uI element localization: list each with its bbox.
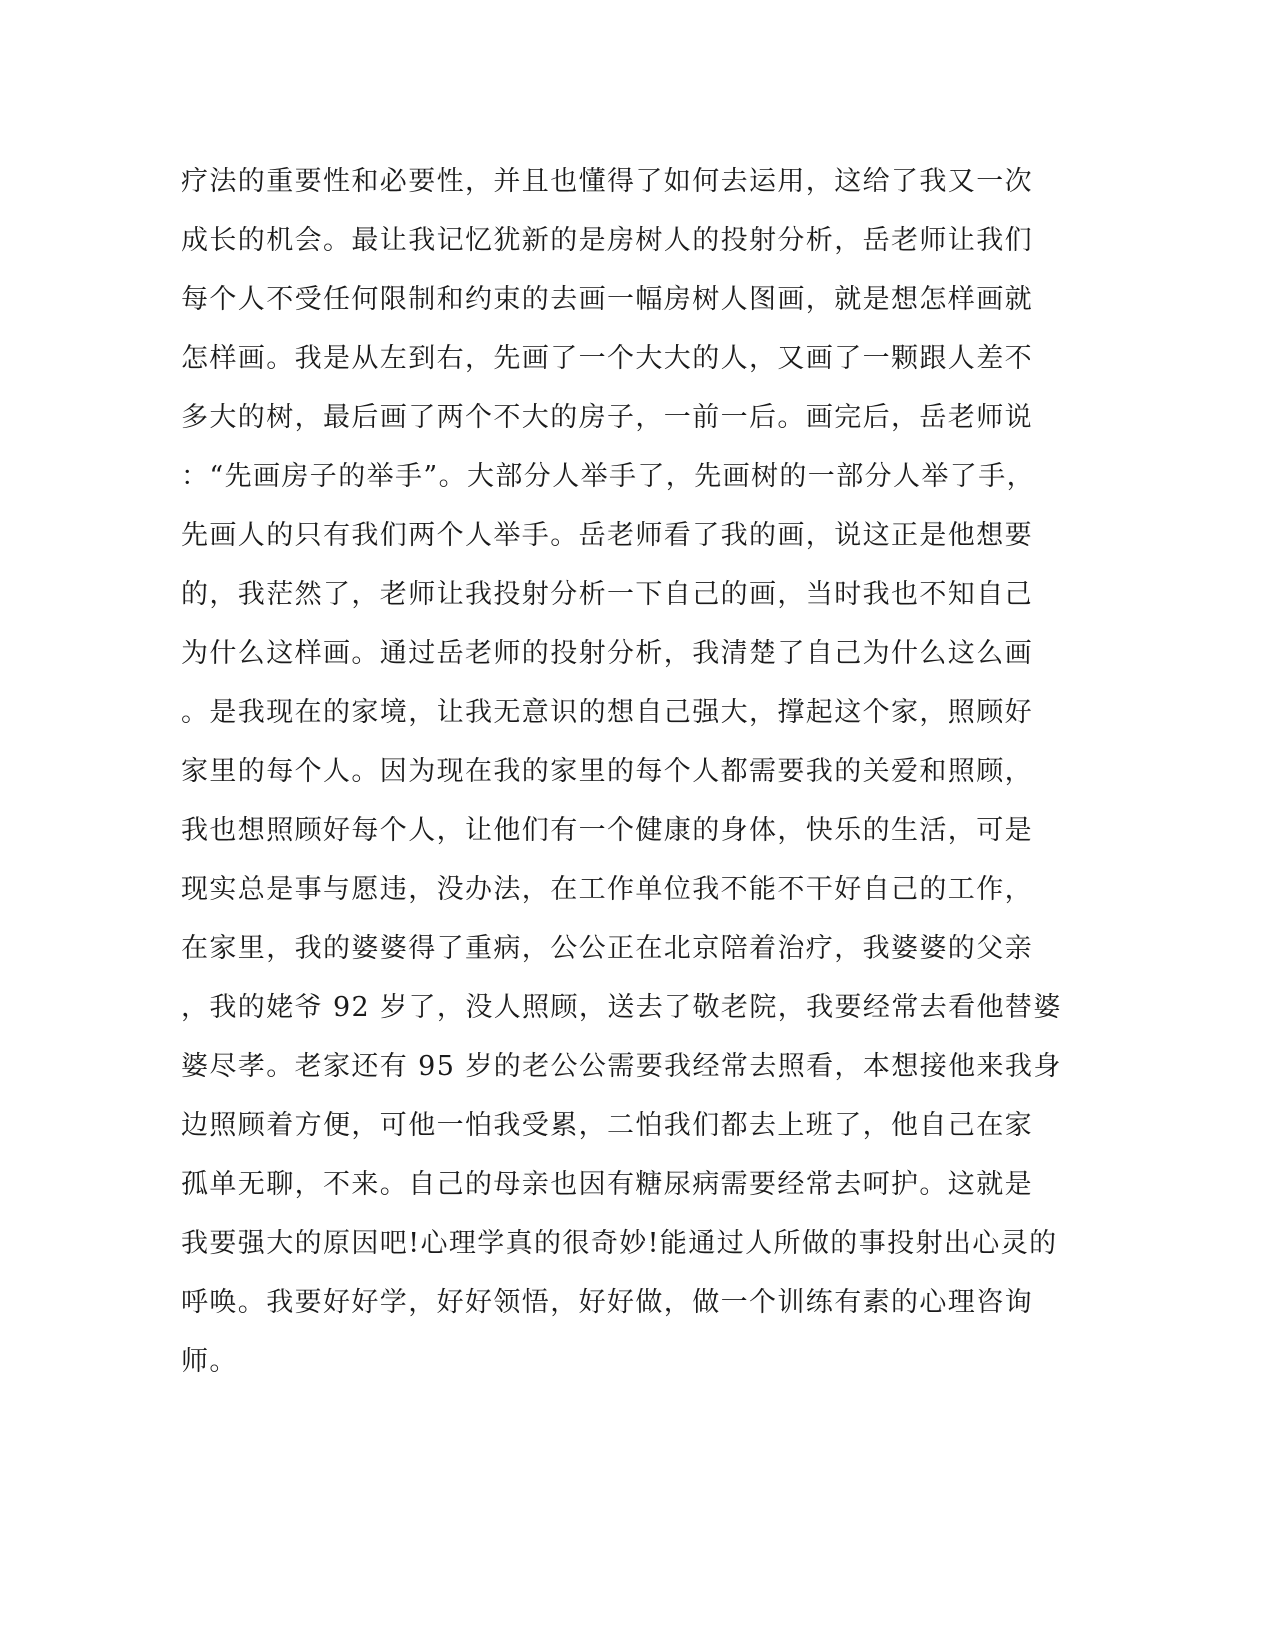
text-line: 。是我现在的家境，让我无意识的想自己强大，撑起这个家，照顾好 (181, 697, 1033, 728)
text-line: 为什么这样画。通过岳老师的投射分析，我清楚了自己为什么这么画 (181, 638, 1033, 669)
text-line: 多大的树，最后画了两个不大的房子，一前一后。画完后，岳老师说 (181, 402, 1033, 433)
text-line: 的，我茫然了，老师让我投射分析一下自己的画，当时我也不知自己 (181, 579, 1033, 610)
text-line: 现实总是事与愿违，没办法，在工作单位我不能不干好自己的工作， (181, 874, 1033, 905)
text-line: 边照顾着方便，可他一怕我受累，二怕我们都去上班了，他自己在家 (181, 1110, 1033, 1141)
text-line: 先画人的只有我们两个人举手。岳老师看了我的画，说这正是他想要 (181, 520, 1033, 551)
text-line: 我要强大的原因吧!心理学真的很奇妙!能通过人所做的事投射出心灵的 (181, 1228, 1058, 1259)
text-line: 孤单无聊，不来。自己的母亲也因有糖尿病需要经常去呵护。这就是 (181, 1169, 1033, 1200)
text-line: ，我的姥爷 92 岁了，没人照顾，送去了敬老院，我要经常去看他替婆 (181, 992, 1062, 1023)
text-line: 婆尽孝。老家还有 95 岁的老公公需要我经常去照看，本想接他来我身 (181, 1051, 1062, 1082)
text-line: 师。 (181, 1346, 238, 1377)
text-line: ：“先画房子的举手”。大部分人举手了，先画树的一部分人举了手， (181, 461, 1036, 492)
text-line: 怎样画。我是从左到右，先画了一个大大的人，又画了一颗跟人差不 (181, 343, 1033, 374)
text-line: 家里的每个人。因为现在我的家里的每个人都需要我的关爱和照顾， (181, 756, 1033, 787)
text-line: 疗法的重要性和必要性，并且也懂得了如何去运用，这给了我又一次 (181, 166, 1033, 197)
text-line: 在家里，我的婆婆得了重病，公公正在北京陪着治疗，我婆婆的父亲 (181, 933, 1033, 964)
text-line: 我也想照顾好每个人，让他们有一个健康的身体，快乐的生活，可是 (181, 815, 1033, 846)
text-line: 每个人不受任何限制和约束的去画一幅房树人图画，就是想怎样画就 (181, 284, 1033, 315)
text-line: 呼唤。我要好好学，好好领悟，好好做，做一个训练有素的心理咨询 (181, 1287, 1033, 1318)
body-text (181, 160, 1061, 1399)
text-line: 成长的机会。最让我记忆犹新的是房树人的投射分析，岳老师让我们 (181, 225, 1033, 256)
